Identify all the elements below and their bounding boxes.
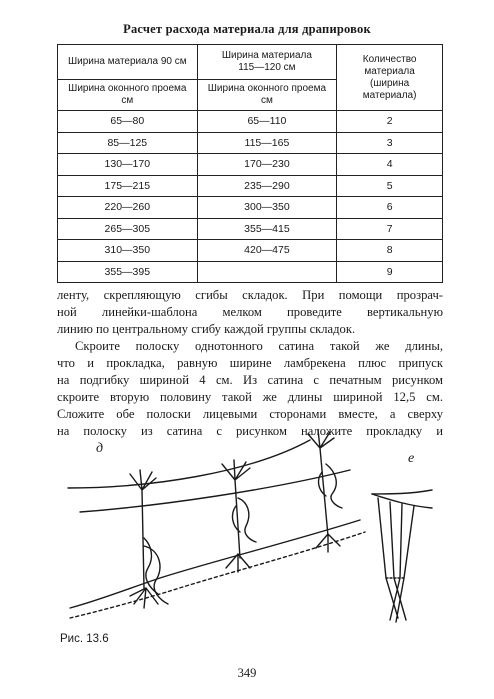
fabric-bottom-edge [70, 520, 360, 608]
figure-e-fan [372, 490, 432, 622]
text-line: на полоску из сатина с рисунком наложите прокладку и [57, 424, 443, 438]
text-line: на подгибку шириной 4 см. Из сатина с печатным рисунком [57, 373, 443, 387]
material-table [57, 44, 443, 283]
table-cell: 420—475 [197, 240, 337, 262]
fabric-top-edge [68, 440, 310, 488]
table-cell: 2 [337, 111, 443, 133]
table-cell: 65—80 [58, 111, 198, 133]
table-cell: 85—125 [58, 132, 198, 154]
table-row [58, 132, 443, 154]
pin-clip [326, 464, 342, 508]
table-cell: 4 [337, 154, 443, 176]
table-cell: 8 [337, 240, 443, 262]
figure-caption: Рис. 13.6 [60, 633, 109, 645]
pin-clip [144, 546, 168, 604]
table-cell: 130—170 [58, 154, 198, 176]
table-row [58, 111, 443, 133]
table-cell: 9 [337, 261, 443, 283]
table-cell: 355—395 [58, 261, 198, 283]
ruffle-tuft [130, 470, 156, 490]
table-cell: 235—290 [197, 175, 337, 197]
table-row [58, 261, 443, 283]
tassel-tuft [316, 534, 340, 552]
table-row [58, 154, 443, 176]
stitch-line [70, 532, 365, 618]
table-cell: 7 [337, 218, 443, 240]
text-line: ной линейки-шаблона мелком проведите вертикальную [57, 305, 443, 319]
tassel-tuft [226, 554, 250, 572]
header-col1-bottom: Ширина оконного проема см [58, 80, 198, 111]
table-cell: 310—350 [58, 240, 198, 262]
table-cell: 3 [337, 132, 443, 154]
text-line: линию по центральному сгибу каждой группы складок. [57, 322, 356, 336]
text-line: Сложите обе полоски лицевыми сторонами вместе, а сверху [57, 407, 443, 421]
ruffle-tuft [222, 460, 250, 480]
table-cell: 265—305 [58, 218, 198, 240]
table-cell: 220—260 [58, 197, 198, 219]
table-cell: 5 [337, 175, 443, 197]
header-col2-top: Ширина материала 115—120 см [197, 45, 337, 80]
figure-label-d: д [96, 441, 104, 456]
table-row [58, 218, 443, 240]
figure-label-e: е [408, 451, 415, 466]
table-cell: 65—110 [197, 111, 337, 133]
table-cell: 170—230 [197, 154, 337, 176]
pin-clip [238, 498, 256, 542]
header-col1-top: Ширина материала 90 см [58, 45, 198, 80]
pleat-line [142, 490, 144, 588]
fabric-fold-line [80, 470, 350, 512]
page-title: Расчет расхода материала для драпировок [123, 22, 371, 36]
table-row [58, 240, 443, 262]
table-cell: 355—415 [197, 218, 337, 240]
paragraph-2 [57, 338, 443, 440]
table-cell: 175—215 [58, 175, 198, 197]
text-line: скроите вторую половину такой же длины шириной 12,5 см. [57, 390, 443, 404]
table-row [58, 197, 443, 219]
table-row [58, 175, 443, 197]
table-cell: 6 [337, 197, 443, 219]
header-col2-bottom: Ширина оконного проема см [197, 80, 337, 111]
table-cell: 300—350 [197, 197, 337, 219]
text-line: Скроите полоску однотонного сатина такой же длины, [75, 339, 443, 353]
table-cell: 115—165 [197, 132, 337, 154]
table-cell [197, 261, 337, 283]
header-col3: Количество материала (ширина материала) [337, 45, 443, 111]
page-number: 349 [237, 666, 257, 680]
figure-13-6 [60, 428, 440, 628]
text-line: что и прокладка, равную ширине ламбрекена плюс припуск [57, 356, 443, 370]
text-line: ленту, скрепляющую сгибы складок. При помощи прозрач- [57, 288, 443, 302]
paragraph-1 [57, 287, 443, 338]
ruffle-tuft [308, 430, 334, 448]
